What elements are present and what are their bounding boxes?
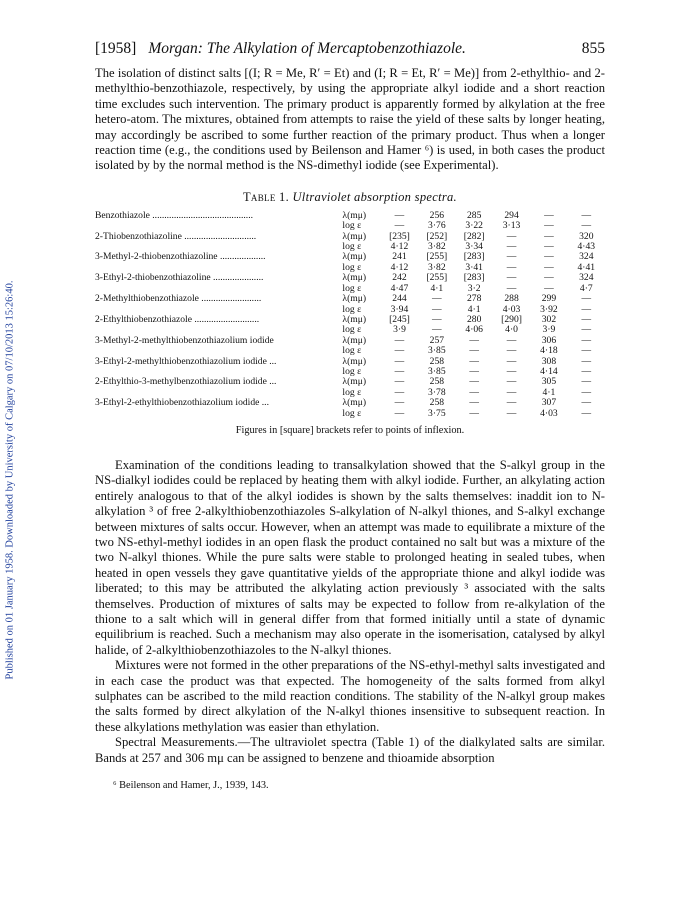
value-cell: 258	[429, 376, 445, 388]
value-cell: 3·85	[428, 345, 446, 357]
compound-name-cell: 2-Ethylthio-3-methylbenzothiazolium iodide ...	[95, 376, 277, 388]
spectra-table	[95, 211, 605, 419]
value-cell: —	[544, 220, 554, 232]
value-cell: 3·78	[428, 386, 446, 398]
value-cell: 3·34	[465, 241, 483, 253]
value-cell: —	[469, 407, 479, 419]
measurement-unit-cell: λ(mμ)	[342, 334, 367, 346]
value-cell: —	[394, 397, 405, 409]
table-row	[95, 294, 605, 304]
value-cell: 4·1	[430, 282, 444, 294]
value-cell: 242	[392, 272, 407, 284]
value-cell: 3·92	[540, 303, 558, 315]
body-paragraph-spectral: Spectral Measurements.—The ultraviolet spectra (Table 1) of the dialkylated salts are similar. Bands at 257 and 306 mμ can be assigned to benzene and thioamide absorption	[95, 735, 605, 765]
value-cell: 306	[541, 334, 557, 346]
compound-name-cell	[95, 409, 342, 419]
value-cell: —	[581, 334, 592, 346]
value-cell: 4·0	[505, 324, 518, 336]
value-cell: —	[469, 386, 479, 398]
measurement-unit-cell: log ε	[342, 365, 362, 377]
value-cell: 4·43	[577, 241, 596, 253]
measurement-unit-cell: log ε	[342, 220, 362, 232]
value-cell: —	[581, 209, 592, 221]
value-cell: 285	[467, 209, 482, 221]
value-cell: 3·9	[393, 324, 406, 336]
value-cell: —	[506, 334, 517, 346]
measurement-unit-cell: log ε	[342, 282, 362, 294]
value-cell: —	[506, 376, 517, 388]
value-cell: —	[544, 230, 554, 242]
intro-paragraph: The isolation of distinct salts [(I; R = Me, R′ = Et) and (I; R = Et, R′ = Me)] from 2-ethylthio- and 2-methylthio-benzothiazole, respectively, by using the appropriate alkyl iodide and a short reaction time excludes such intervention. The primary product is apparently formed by alkylation at the free hetero-atom. The mixtures, obtained from attempts to raise the yield of these salts by longer heating, may accordingly be ascribed to some further reaction of the primary product. Thus when a longer reaction time (e.g., the conditions used by Beilenson and Hamer ⁶) is used, in both cases the product isolated by by the normal method is the NS-dimethyl iodide (see Experimental).	[95, 66, 605, 173]
compound-name-cell: 2-Methylthiobenzothiazole .........................	[95, 293, 262, 305]
value-cell: [255]	[426, 272, 448, 284]
value-cell: —	[432, 303, 442, 315]
value-cell: —	[544, 251, 554, 263]
body-paragraph-mixtures: Mixtures were not formed in the other preparations of the NS-ethyl-methyl salts investigated and in each case the product was that expected. The homogeneity of the salts formed from alkyl sulphates can be ascribed to the mild reaction conditions. The stability of the N-alkyl group makes the salts formed by direct alkylation of the N-alkyl thiones insensitive to subsequent reaction. In these alkylations methylation was easier than ethylation.	[95, 658, 605, 734]
value-cell: —	[506, 261, 517, 273]
value-cell: [255]	[426, 251, 448, 263]
value-cell: —	[394, 209, 405, 221]
table-caption: Ultraviolet absorption spectra.	[292, 189, 457, 204]
page-number: 855	[581, 40, 605, 57]
value-cell: —	[581, 345, 592, 357]
value-cell: —	[506, 386, 517, 398]
value-cell: —	[581, 386, 592, 398]
value-cell: 4·12	[390, 241, 409, 253]
value-cell: —	[544, 282, 554, 294]
value-cell: 3·2	[467, 282, 481, 294]
value-cell: —	[581, 220, 592, 232]
value-cell: 308	[541, 355, 557, 367]
compound-name-cell: 3-Ethyl-2-methylthiobenzothiazolium iodide ...	[95, 355, 277, 367]
value-cell: 324	[579, 272, 594, 284]
measurement-unit-cell: log ε	[342, 261, 362, 273]
measurement-unit-cell: λ(mμ)	[342, 313, 367, 325]
value-cell: 302	[541, 313, 557, 325]
value-cell: —	[432, 293, 442, 305]
compound-name-cell: 3-Methyl-2-methylthiobenzothiazolium iodide	[95, 334, 274, 346]
value-cell: —	[544, 261, 554, 273]
value-cell: —	[581, 355, 592, 367]
value-cell: 4·7	[579, 282, 593, 294]
value-cell: —	[506, 272, 517, 284]
value-cell: —	[581, 303, 592, 315]
compound-name-cell: 3-Methyl-2-thiobenzothiazoline ...................	[95, 251, 266, 263]
measurement-unit-cell: λ(mμ)	[342, 397, 367, 409]
value-cell: 3·75	[428, 407, 446, 419]
table-row	[95, 409, 605, 419]
value-cell: 258	[429, 397, 445, 409]
value-cell: 320	[579, 230, 594, 242]
value-cell: 4·14	[540, 365, 558, 377]
compound-name-cell: Benzothiazole ..........................................	[95, 209, 254, 221]
measurement-unit-cell: log ε	[342, 241, 362, 253]
value-cell: [235]	[389, 230, 410, 242]
value-cell: —	[506, 282, 517, 294]
value-cell: —	[581, 407, 592, 419]
value-cell: 3·41	[465, 261, 483, 273]
value-cell: [283]	[463, 251, 485, 263]
value-cell: —	[469, 334, 479, 346]
value-cell: —	[581, 293, 592, 305]
table-label: Table 1.	[243, 189, 290, 204]
value-cell: —	[469, 345, 479, 357]
value-cell: 4·41	[577, 261, 596, 273]
measurement-unit-cell: λ(mμ)	[342, 376, 367, 388]
compound-name-cell: 2-Ethylthiobenzothiazole ...........................	[95, 313, 260, 325]
value-cell: 258	[429, 355, 445, 367]
table-row	[95, 398, 605, 408]
measurement-unit-cell: λ(mμ)	[342, 355, 367, 367]
compound-name-cell: 2-Thiobenzothiazoline ..............................	[95, 230, 257, 242]
value-cell: —	[544, 209, 554, 221]
value-cell: —	[394, 365, 405, 377]
value-cell: —	[544, 272, 554, 284]
measurement-unit-cell: λ(mμ)	[342, 272, 367, 284]
value-cell: 280	[467, 313, 482, 325]
value-cell: [245]	[389, 313, 410, 325]
value-cell: [290]	[501, 313, 522, 325]
value-cell: 4·06	[465, 324, 483, 336]
measurement-unit-cell: log ε	[342, 407, 362, 419]
value-cell: —	[394, 376, 405, 388]
measurement-unit-cell: λ(mμ)	[342, 230, 367, 242]
paper-page	[95, 40, 605, 791]
measurement-unit-cell: λ(mμ)	[342, 251, 367, 263]
compound-name-cell: 3-Ethyl-2-ethylthiobenzothiazolium iodide ...	[95, 397, 269, 409]
body-paragraph-transalkylation: Examination of the conditions leading to transalkylation showed that the S-alkyl group in the NS-dialkyl iodides could be replaced by heating them with alkyl iodide. Further, an alkylating action entirely analogous to that of the alkyl iodides is shown by the salts themselves: inaddit ion to N-alkylation ³ of free 2-alkylthiobenzothiazoles S-alkylation of N-alkyl thiones, and S-alkyl exchange between mixtures of salts occur. However, when an attempt was made to equilibrate a mixture of the two NS-ethyl-methyl iodides in an open flask the product contained no salt but was a mixture of the two N-alkyl thiones. While the pure salts were stable to prolonged heating in sealed tubes, when heated in open vessels they gave quantitative yields of the appropriate thione and alkyl iodide was liberated; to this may be attributed the alkylating action previously ³ associated with the salts themselves. Production of mixtures of salts may be expected to follow from re-alkylation of the thione to a salt which will in general differ from that formed initially until a state of dynamic equilibrium is reached. Such a mechanism may also operate in the isomerisation, catalysed by alkyl halide, of 2-alkylthiobenzothiazoles to the N-alkyl thiones.	[95, 457, 605, 657]
table-title	[95, 190, 605, 205]
download-watermark	[3, 150, 17, 810]
value-cell: —	[432, 324, 442, 336]
value-cell: 288	[504, 293, 519, 305]
value-cell: 244	[392, 293, 407, 305]
value-cell: 294	[504, 209, 519, 221]
value-cell: 4·12	[390, 261, 409, 273]
value-cell: —	[394, 386, 405, 398]
value-cell: —	[544, 241, 554, 253]
value-cell: 3·22	[465, 220, 483, 232]
measurement-unit-cell: log ε	[342, 303, 362, 315]
value-cell: —	[506, 407, 517, 419]
compound-name-cell: 3-Ethyl-2-thiobenzothiazoline .....................	[95, 272, 264, 284]
value-cell: 3·76	[428, 220, 446, 232]
measurement-unit-cell: λ(mμ)	[342, 293, 367, 305]
header-year: [1958]	[95, 40, 137, 57]
value-cell: —	[432, 313, 442, 325]
value-cell: —	[394, 345, 405, 357]
value-cell: —	[506, 345, 517, 357]
value-cell: 3·85	[428, 365, 446, 377]
value-cell: 4·1	[542, 386, 556, 398]
value-cell: —	[506, 365, 517, 377]
value-cell: 257	[429, 334, 445, 346]
header-title: Morgan: The Alkylation of Mercaptobenzothiazole.	[148, 40, 466, 57]
value-cell: 256	[429, 209, 445, 221]
value-cell: —	[506, 355, 517, 367]
value-cell: —	[581, 376, 592, 388]
value-cell: 4·03	[540, 407, 558, 419]
value-cell: 4·03	[502, 303, 521, 315]
value-cell: 305	[541, 376, 557, 388]
measurement-unit-cell: log ε	[342, 324, 362, 336]
value-cell: 324	[579, 251, 594, 263]
value-cell: 3·82	[428, 241, 446, 253]
value-cell: 307	[541, 397, 557, 409]
value-cell: —	[506, 241, 517, 253]
compound-name-cell	[95, 346, 342, 356]
value-cell: —	[506, 251, 517, 263]
value-cell: —	[469, 376, 479, 388]
value-cell: 3·94	[390, 303, 409, 315]
value-cell: —	[394, 355, 405, 367]
measurement-unit-cell: log ε	[342, 345, 362, 357]
footnote: ⁶ Beilenson and Hamer, J., 1939, 143.	[113, 780, 269, 792]
value-cell: 241	[392, 251, 407, 263]
value-cell: —	[581, 397, 592, 409]
value-cell: —	[581, 365, 592, 377]
value-cell: 4·18	[540, 345, 558, 357]
value-cell: —	[506, 397, 517, 409]
value-cell: —	[581, 313, 592, 325]
value-cell: —	[469, 365, 479, 377]
value-cell: —	[469, 355, 479, 367]
running-header	[95, 40, 605, 66]
value-cell: [282]	[463, 230, 485, 242]
measurement-unit-cell: λ(mμ)	[342, 209, 367, 221]
value-cell: —	[394, 220, 405, 232]
download-watermark-text: Published on 01 January 1958. Downloaded by University of Calgary on 07/10/2013 15:26:40.	[4, 280, 16, 680]
measurement-unit-cell: log ε	[342, 386, 362, 398]
value-cell: [283]	[463, 272, 485, 284]
value-cell: 4·1	[467, 303, 481, 315]
value-cell: 3·82	[428, 261, 446, 273]
value-cell: —	[581, 324, 592, 336]
table-note: Figures in [square] brackets refer to points of inflexion.	[235, 424, 465, 436]
value-cell: —	[394, 334, 405, 346]
value-cell: —	[469, 397, 479, 409]
value-cell: 3·13	[502, 220, 521, 232]
value-cell: 299	[541, 293, 557, 305]
value-cell: 278	[467, 293, 482, 305]
value-cell: —	[506, 230, 517, 242]
value-cell: 3·9	[542, 324, 556, 336]
value-cell: 4·47	[390, 282, 409, 294]
table-row	[95, 346, 605, 356]
value-cell: [252]	[426, 230, 448, 242]
value-cell: —	[394, 407, 405, 419]
